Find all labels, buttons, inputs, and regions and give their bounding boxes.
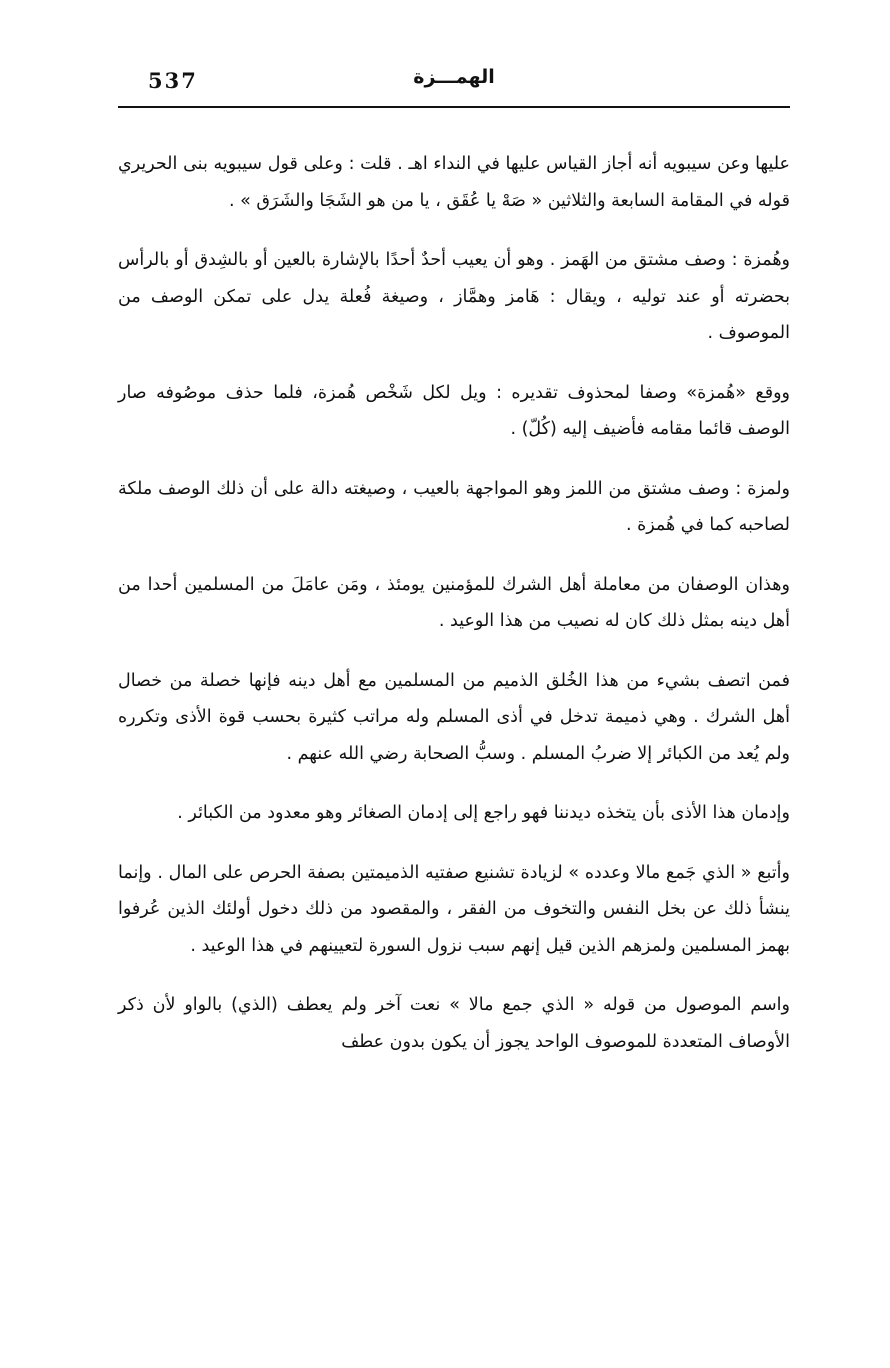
paragraph: وإدمان هذا الأذى بأن يتخذه ديدننا فهو راجع إلى إدمان الصغائر وهو معدود من الكبائر . xyxy=(177,803,790,823)
paragraph: واسم الموصول من قوله « الذي جمع مالا » نعت آخر ولم يعطف (الذي) بالواو لأن ذكر الأوصاف المتعددة للموصوف الواحد يجوز أن يكون بدون عطف xyxy=(118,995,790,1052)
paragraph: وهذان الوصفان من معاملة أهل الشرك للمؤمنين يومئذ ، ومَن عامَلَ من المسلمين أحدا من أهل دينه بمثل ذلك كان له نصيب من هذا الوعيد . xyxy=(118,574,790,631)
header-rule xyxy=(118,106,790,108)
body-text xyxy=(118,146,790,1083)
page-header xyxy=(118,62,790,102)
paragraph: ولمزة : وصف مشتق من اللمز وهو المواجهة بالعيب ، وصيغته دالة على أن ذلك الوصف ملكة لصاحبه كما في هُمزة . xyxy=(118,478,790,535)
paragraph: عليها وعن سيبويه أنه أجاز القياس عليها في النداء اهـ . قلت : وعلى قول سيبويه بنى الحريري قوله في المقامة السابعة والثلاثين « صَهْ يا عُقَق ، يا من هو الشَجَا والشَرَق » . xyxy=(118,154,790,211)
paragraph: وأتبع « الذي جَمع مالا وعدده » لزيادة تشنيع صفتيه الذميمتين بصفة الحرص على المال . وإنما ينشأ ذلك عن بخل النفس والتخوف من الفقر ، والمقصود من ذلك دخول أولئك الذين عُرفوا بهمز المسلمين ولمزهم الذين قيل إنهم سبب نزول السورة لتعيينهم في هذا الوعيد . xyxy=(118,862,790,956)
paragraph: فمن اتصف بشيء من هذا الخُلق الذميم من المسلمين مع أهل دينه فإنها خصلة من خصال أهل الشرك . وهي ذميمة تدخل في أذى المسلم وله مراتب كثيرة بحسب قوة الأذى وتكرره ولم يُعد من الكبائر إلا ضربُ المسلم . وسبُّ الصحابة رضي الله عنهم . xyxy=(118,670,790,764)
page-number: 537 xyxy=(148,68,198,93)
paragraph: وهُمزة : وصف مشتق من الهَمز . وهو أن يعيب أحدٌ أحدًا بالإشارة بالعين أو بالشِدق أو بالرأس بحضرته أو عند توليه ، ويقال : هَامز وهمَّاز ، وصيغة فُعلة يدل على تمكن الوصف من الموصوف . xyxy=(118,250,790,343)
paragraph: ووقع «هُمزة» وصفا لمحذوف تقديره : ويل لكل شَخْص هُمزة، فلما حذف موصُوفه صار الوصف قائما مقامه فأضيف إليه (كُلّ) . xyxy=(118,382,790,439)
running-title: الهمـــزة xyxy=(413,66,495,88)
